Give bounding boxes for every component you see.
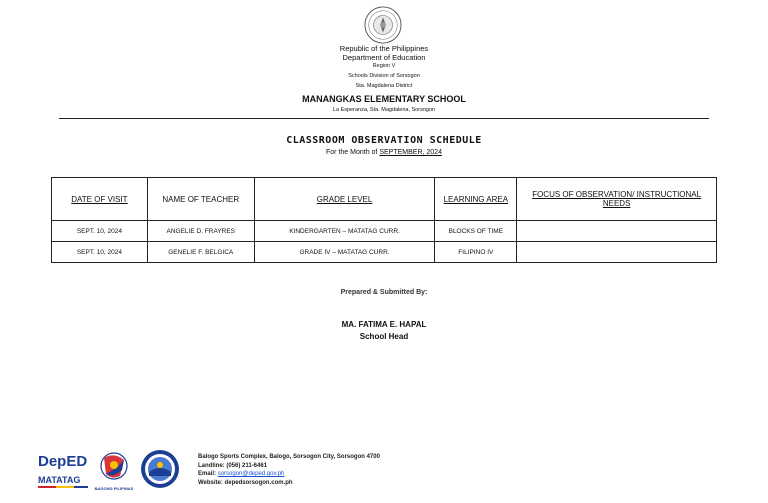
matatag-blue-bar	[74, 486, 88, 488]
header-divider	[59, 118, 709, 119]
cell-teacher: GENELIE F. BELGICA	[147, 242, 254, 263]
header-grade-level: GRADE LEVEL	[254, 178, 435, 221]
bagong-pilipinas-logo-icon	[95, 453, 134, 491]
sorsogon-division-seal-icon	[141, 450, 179, 488]
document-title: CLASSROOM OBSERVATION SCHEDULE	[286, 135, 482, 146]
header-focus-of-observation: FOCUS OF OBSERVATION/ INSTRUCTIONAL NEEDS	[517, 178, 717, 221]
deped-matatag-logo	[38, 453, 88, 488]
matatag-red-bar	[38, 486, 56, 488]
cell-focus	[517, 221, 717, 242]
header-school-address: La Esperanza, Sta. Magdalena, Sorsogon	[332, 107, 436, 113]
deped-logo-text: DepED	[38, 453, 88, 470]
cell-date: SEPT. 10, 2024	[52, 242, 148, 263]
cell-grade-level: GRADE IV – MATATAG CURR.	[254, 242, 435, 263]
cell-grade-level: KINDERGARTEN – MATATAG CURR.	[254, 221, 435, 242]
table-row	[52, 242, 717, 263]
bagong-pilipinas-text: BAGONG PILIPINAS	[94, 486, 134, 491]
cell-learning-area: BLOCKS OF TIME	[435, 221, 517, 242]
document-subtitle	[0, 149, 768, 156]
subtitle-prefix: For the Month of	[326, 149, 380, 156]
header-department: Department of Education	[342, 53, 426, 62]
header-division: Schools Division of Sorsogon	[348, 73, 420, 79]
cell-date: SEPT. 10, 2024	[52, 221, 148, 242]
footer-email-line	[198, 470, 380, 479]
footer-address: Balogo Sports Complex, Balogo, Sorsogon City, Sorsogon 4700	[198, 454, 380, 460]
footer-email-link[interactable]: sorsogon@deped.gov.ph	[217, 471, 285, 477]
header-country: Republic of the Philippines	[339, 44, 429, 53]
observation-schedule-table	[51, 177, 717, 263]
footer-landline: Landline: (056) 211-6461	[198, 462, 268, 469]
subtitle-month: SEPTEMBER, 2024	[379, 149, 442, 156]
footer-website: Website: depedsorsogon.com.ph	[198, 479, 293, 486]
cell-teacher: ANGELIE D. FRAYRES	[147, 221, 254, 242]
table-header-row	[52, 178, 717, 221]
cell-focus	[517, 242, 717, 263]
signatory-position: School Head	[359, 332, 409, 341]
signatory-name: MA. FATIMA E. HAPAL	[341, 320, 427, 329]
header-district: Sta. Magdalena District	[355, 83, 413, 89]
prepared-by-label: Prepared & Submitted By:	[340, 289, 428, 296]
footer-email-label: Email:	[198, 471, 218, 477]
footer-logos	[36, 448, 186, 494]
cell-learning-area: FILIPINO IV	[435, 242, 517, 263]
header-date-of-visit: DATE OF VISIT	[52, 178, 148, 221]
table-row	[52, 221, 717, 242]
header-region: Region V	[372, 63, 396, 69]
header-school-name: MANANGKAS ELEMENTARY SCHOOL	[302, 94, 466, 104]
matatag-logo-text: MATATAG	[38, 475, 81, 485]
header-learning-area: LEARNING AREA	[435, 178, 517, 221]
footer-contact-info	[198, 453, 380, 487]
deped-seal-icon	[364, 6, 402, 44]
matatag-yellow-bar	[56, 486, 74, 488]
header-name-of-teacher: NAME OF TEACHER	[147, 178, 254, 221]
